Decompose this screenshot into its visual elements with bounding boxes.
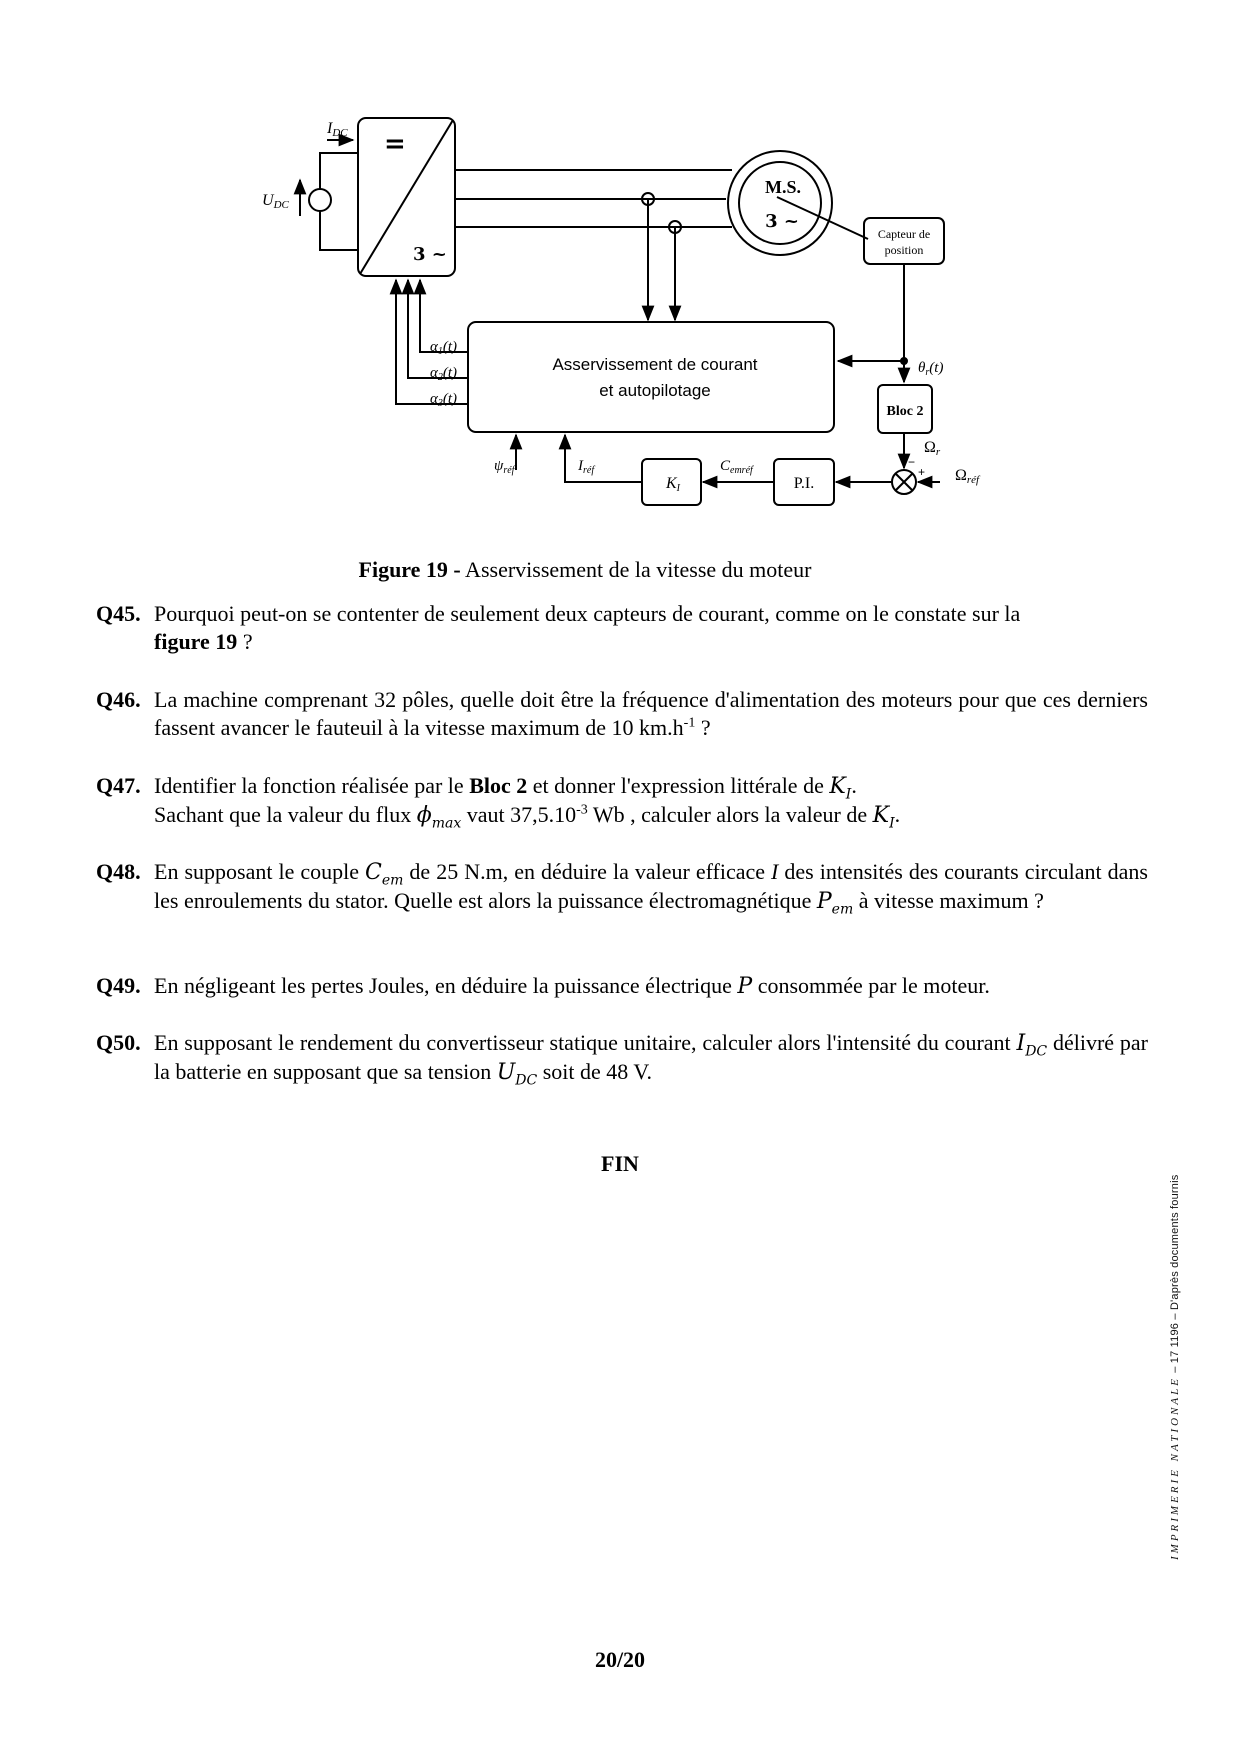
main-block-label-2: et autopilotage — [599, 381, 711, 400]
udc-label: UDC — [262, 192, 289, 211]
printer-code: – 17 1196 – D'après documents fournis — [1169, 1174, 1181, 1377]
question-number: Q45. — [96, 601, 141, 626]
alpha2-label: $\alpha_2(t)$ — [430, 365, 458, 383]
printer-name: IMPRIMERIE NATIONALE — [1169, 1376, 1181, 1560]
question-number: Q50. — [96, 1030, 141, 1055]
iref-label: $I_{réf}$ — [578, 458, 595, 476]
sensor-label-2: position — [884, 243, 924, 257]
main-control-block — [468, 322, 834, 432]
main-block-label-1: Asservissement de courant — [552, 355, 758, 374]
question-q50 — [96, 1029, 1148, 1087]
omega-ref-label: Ωréf — [955, 467, 980, 486]
question-text: La machine comprenant 32 pôles, quelle doit être la fréquence d'alimentation des moteurs pour que ces derniers fassent avancer le fauteuil à la vitesse maximum de 10 $km.h^{-1}$ ? — [154, 687, 1148, 740]
question-number: Q47. — [96, 773, 141, 798]
bloc2-label: Bloc 2 — [886, 404, 924, 419]
question-q48 — [96, 858, 1148, 916]
ki-label: KI — [666, 475, 681, 494]
alpha3-label: $\alpha_3(t)$ — [430, 391, 458, 409]
figure-19-diagram — [0, 0, 1240, 540]
question-text: En supposant le couple $C_{em}$ de 25 N.m, en déduire la valeur efficace I des intensités des courants circulant dans les enroulements du stator. Quelle est alors la puissance électromagnétique $P_{em}$ à vitesse maximum ? — [154, 859, 1148, 918]
figure-caption-label: Figure 19 - — [358, 557, 461, 582]
omega-r-label: Ωr — [924, 439, 941, 458]
minus-sign: − — [908, 455, 916, 469]
machine-outer — [728, 151, 832, 255]
question-text: En négligeant les pertes Joules, en déduire la puissance électrique P consommée par le moteur. — [154, 973, 990, 999]
converter-ac-label: 3 ~ — [413, 244, 447, 265]
question-q46 — [96, 686, 1148, 742]
figure-caption — [0, 557, 1170, 583]
cemref-label: $C_{emréf}$ — [720, 458, 753, 476]
psiref-label: $\psi_{réf}$ — [494, 458, 515, 476]
alpha1-label: $\alpha_1(t)$ — [430, 339, 458, 357]
question-q45 — [96, 600, 1148, 656]
plus-sign: + — [918, 465, 926, 479]
page-number: 20/20 — [594, 1647, 646, 1672]
position-sensor-block — [864, 218, 944, 264]
question-text: En supposant le rendement du convertisseur statique unitaire, calculer alors l'intensité du courant $I_{DC}$ délivré par la batterie en supposant que sa tension $U_{DC}$ soit de 48 V. — [154, 1030, 1148, 1089]
question-text: Pourquoi peut-on se contenter de seulement deux capteurs de courant, comme on le constate sur la figure 19 ? — [154, 601, 1021, 654]
question-q47 — [96, 772, 1148, 830]
question-text: Identifier la fonction réalisée par le Bloc 2 et donner l'expression littérale de $K_I$. Sachant que la valeur du flux $\phi_{max}$ vaut $37,5.10^{-3}$ Wb , calculer alors la valeur de $K_I$. — [154, 773, 901, 832]
machine-label-2: 3 ~ — [765, 211, 799, 232]
idc-label: IDC — [327, 120, 348, 139]
sensor-label-1: Capteur de — [877, 227, 931, 241]
machine-label-1: M.S. — [765, 177, 801, 197]
dc-source — [309, 189, 331, 211]
question-number: Q48. — [96, 859, 141, 884]
theta-label: $\theta_r(t)$ — [918, 360, 944, 378]
end-marker: FIN — [601, 1151, 639, 1176]
printer-note — [1169, 1175, 1181, 1560]
question-number: Q49. — [96, 973, 141, 998]
figure-caption-text: Asservissement de la vitesse du moteur — [460, 557, 812, 582]
converter-eq-label: = — [384, 129, 406, 159]
pi-label: P.I. — [793, 475, 815, 492]
question-number: Q46. — [96, 687, 141, 712]
question-q49 — [96, 972, 1148, 1001]
